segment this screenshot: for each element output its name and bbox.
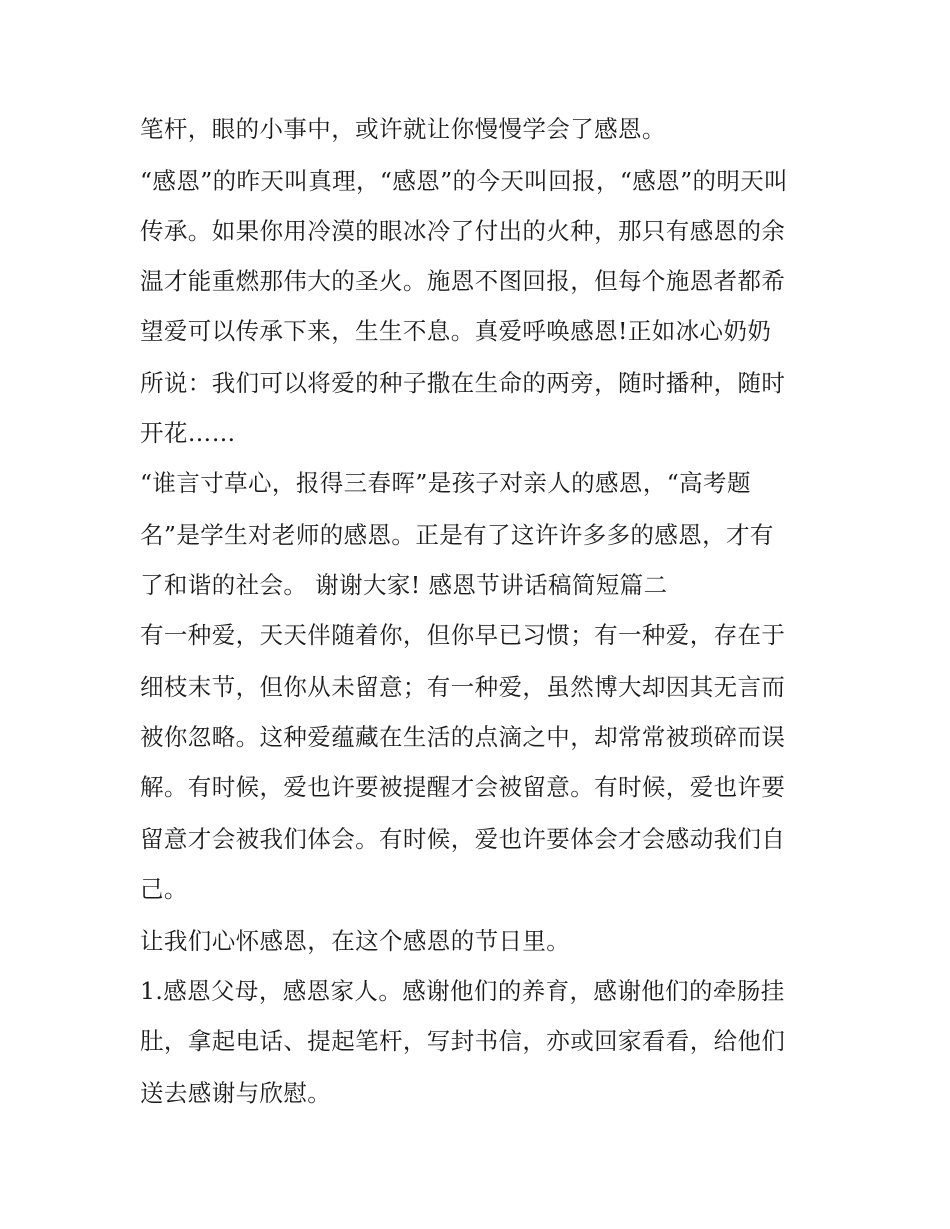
- paragraph-line: 名”是学生对老师的感恩。正是有了这许许多多的感恩，才有: [140, 521, 774, 549]
- paragraph-line: 解。有时候，爱也许要被提醒才会被留意。有时候，爱也许要: [140, 773, 786, 801]
- paragraph-line: 笔杆，眼的小事中，或许就让你慢慢学会了感恩。: [140, 115, 666, 143]
- paragraph-line: “感恩”的昨天叫真理，“感恩”的今天叫回报，“感恩”的明天叫: [140, 167, 789, 195]
- paragraph-line: 传承。如果你用冷漠的眼冰冷了付出的火种，那只有感恩的余: [140, 217, 786, 245]
- paragraph-line: 所说：我们可以将爱的种子撒在生命的两旁，随时播种，随时: [140, 369, 786, 397]
- paragraph-line: 肚，拿起电话、提起笔杆，写封书信，亦或回家看看，给他们: [140, 1027, 786, 1055]
- paragraph-line: 留意才会被我们体会。有时候，爱也许要体会才会感动我们自: [140, 825, 786, 853]
- paragraph-line: 让我们心怀感恩，在这个感恩的节日里。: [140, 927, 571, 955]
- paragraph-line: 己。: [140, 875, 188, 903]
- paragraph-line: 被你忽略。这种爱蕴藏在生活的点滴之中，却常常被琐碎而误: [140, 723, 786, 751]
- paragraph-line: 1.感恩父母，感恩家人。感谢他们的养育，感谢他们的牵肠挂: [140, 977, 785, 1005]
- paragraph-line: 温才能重燃那伟大的圣火。施恩不图回报，但每个施恩者都希: [140, 267, 786, 295]
- paragraph-line: 细枝末节，但你从未留意；有一种爱，虽然博大却因其无言而: [140, 673, 786, 701]
- paragraph-line: “谁言寸草心，报得三春晖”是孩子对亲人的感恩，“高考题: [140, 469, 751, 497]
- paragraph-line: 开花……: [140, 419, 236, 447]
- paragraph-line: 了和谐的社会。 谢谢大家! 感恩节讲话稿简短篇二: [140, 571, 668, 599]
- paragraph-line: 望爱可以传承下来，生生不息。真爱呼唤感恩!正如冰心奶奶: [140, 317, 772, 345]
- paragraph-line: 有一种爱，天天伴随着你，但你早已习惯；有一种爱，存在于: [140, 621, 786, 649]
- paragraph-line: 送去感谢与欣慰。: [140, 1079, 332, 1107]
